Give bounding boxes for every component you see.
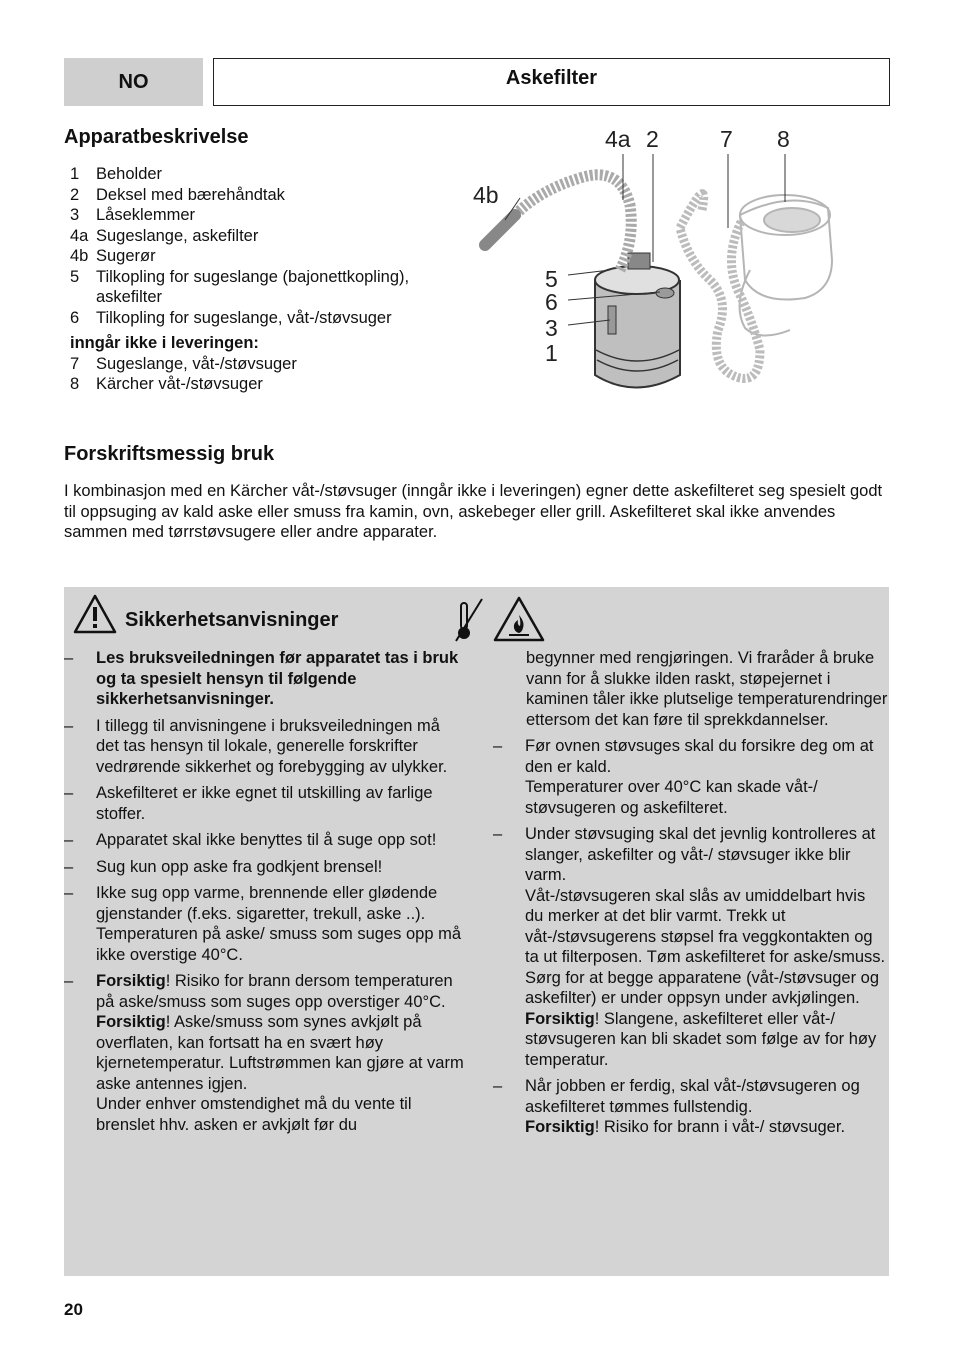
label-4a: 4a: [605, 126, 631, 152]
page-title-text: Askefilter: [505, 67, 598, 89]
ash-filter-drawing: [460, 120, 900, 420]
bullet-dash: –: [64, 857, 74, 876]
list-item: [64, 783, 464, 824]
page-title: [213, 58, 890, 106]
list-item: [70, 354, 470, 375]
part-text: Sugerør: [96, 247, 156, 265]
suction-pipe: [485, 215, 515, 245]
label-3: 3: [545, 315, 558, 341]
part-number: 7: [70, 354, 80, 373]
list-item: [70, 267, 470, 308]
part-number: 4b: [70, 247, 89, 265]
not-included-label: inngår ikke i leveringen:: [70, 334, 259, 352]
bullet-dash: –: [493, 825, 503, 843]
safety-text: Temperaturer over 40°C kan skade våt-/ støvsugeren og askefilteret.: [525, 778, 818, 817]
list-item: [64, 971, 464, 1135]
part-number: 4a: [70, 226, 89, 245]
part-text: Beholder: [96, 165, 163, 183]
list-item: [64, 883, 464, 965]
safety-column-right: [493, 648, 888, 1144]
caution-label: Forsiktig: [525, 1009, 595, 1028]
label-8: 8: [777, 126, 790, 152]
safety-text: Les bruksveiledningen før apparatet tas i bruk og ta spesielt hensyn til følgende sikkerhetsanvisninger.: [96, 649, 459, 708]
safety-text: ! Slangene, askefilteret eller våt-/ støvsugeren kan bli skadet som følge av for høy temperatur.: [525, 1009, 877, 1069]
language-code: NO: [118, 70, 149, 93]
ash-suction-hose: [515, 175, 631, 270]
vacuum-hose: [680, 194, 760, 379]
safety-text-continued: begynner med rengjøringen. Vi fraråder å bruke vann for å slukke ilden raskt, støpejernet i kaminen tåler ikke plutselige temperaturendringer ettersom det kan føre til sprekkdannelser.: [526, 649, 888, 729]
bullet-dash: –: [64, 884, 74, 902]
description-heading: Apparatbeskrivelse: [64, 126, 249, 148]
safety-text: ! Risiko for brann i våt-/ støvsuger.: [594, 1118, 846, 1136]
safety-text-group: [96, 971, 464, 1135]
list-item: [70, 308, 470, 329]
list-item: [70, 185, 470, 206]
temperature-icon: [446, 597, 486, 643]
product-illustration: [460, 120, 900, 420]
safety-column-left: [64, 648, 464, 1141]
warning-icon: [72, 593, 118, 635]
part-number: 2: [70, 185, 80, 204]
safety-text: Ikke sug opp varme, brennende eller glødende gjenstander (f.eks. sigaretter, trekull, aske ..). Temperaturen på aske/ smuss som suges opp må ikke overstige 40°C.: [96, 884, 462, 964]
part-number: 1: [70, 165, 80, 183]
list-item: [64, 716, 464, 778]
language-tab: [64, 58, 203, 106]
list-item: [64, 830, 464, 851]
bullet-dash: –: [64, 972, 74, 990]
bullet-dash: –: [64, 716, 74, 735]
part-text: Tilkopling for sugeslange (bajonettkopling), askefilter: [96, 267, 410, 306]
list-item: [493, 736, 888, 818]
safety-text-group: [525, 1076, 888, 1138]
label-7: 7: [720, 126, 733, 152]
safety-text: Når jobben er ferdig, skal våt-/støvsugeren og askefilteret tømmes fullstendig.: [525, 1077, 860, 1116]
safety-text: Før ovnen støvsuges skal du forsikre deg om at den er kald.: [525, 737, 874, 776]
safety-text: Under støvsuging skal det jevnlig kontrolleres at slanger, askefilter og våt-/ støvsuger ikke blir varm.: [525, 825, 876, 884]
part-number: 3: [70, 206, 80, 224]
usage-text: I kombinasjon med en Kärcher våt-/støvsuger (inngår ikke i leveringen) egner dette askefilteret seg spesielt godt til oppsuging av kald aske eller smuss fra kamin, ovn, askebeger eller grill. Askefilteret skal ikke anvendes sammen med tørrstøvsugere eller andre apparater.: [64, 482, 883, 541]
bullet-dash: –: [64, 831, 74, 849]
parts-list: [70, 164, 470, 395]
list-item: [493, 824, 888, 1070]
part-text: Kärcher våt-/støvsuger: [96, 375, 263, 393]
safety-text: ! Risiko for brann dersom temperaturen på aske/smuss som suges opp overstiger 40°C.: [96, 972, 453, 1011]
safety-text: Apparatet skal ikke benyttes til å suge opp sot!: [96, 831, 437, 849]
list-item: [64, 648, 464, 710]
part-text: Deksel med bærehåndtak: [96, 185, 285, 204]
label-5: 5: [545, 266, 558, 292]
bullet-dash: –: [493, 737, 503, 755]
caution-label: Forsiktig: [96, 1013, 166, 1031]
bullet-dash: –: [64, 649, 74, 667]
part-number: 6: [70, 308, 80, 327]
safety-text: ! Aske/smuss som synes avkjølt på overflaten, kan fortsatt ha en svært høy kjernetemperatur. Luftstrømmen kan gjøre at varm aske antennes igjen.: [96, 1013, 464, 1093]
label-6: 6: [545, 289, 558, 315]
list-item: [64, 857, 464, 878]
part-number: 8: [70, 375, 80, 393]
part-text: Tilkopling for sugeslange, våt-/støvsuger: [96, 308, 392, 327]
vacuum-cleaner-outline: [740, 195, 832, 336]
part-number: 5: [70, 267, 80, 286]
fire-hazard-icon: [492, 595, 546, 643]
safety-text: Under enhver omstendighet må du vente til brenslet hhv. asken er avkjølt før du: [96, 1095, 412, 1134]
list-item: [70, 246, 470, 267]
part-text: Sugeslange, våt-/støvsuger: [96, 354, 297, 373]
label-4b: 4b: [473, 182, 499, 208]
label-2: 2: [646, 126, 659, 152]
list-item: [70, 374, 470, 395]
safety-text: I tillegg til anvisningene i bruksveiledningen må det tas hensyn til lokale, generelle forskrifter vedrørende sikkerhet og forebygging av ulykker.: [96, 716, 448, 776]
safety-text: Sug kun opp aske fra godkjent brensel!: [96, 857, 383, 876]
label-1: 1: [545, 340, 558, 366]
list-item: [493, 1076, 888, 1138]
safety-heading: Sikkerhetsanvisninger: [125, 609, 339, 631]
safety-text: Askefilteret er ikke egnet til utskilling av farlige stoffer.: [96, 784, 433, 823]
safety-text: Våt-/støvsugeren skal slås av umiddelbart hvis du merker at det blir varmt. Trekk ut våt-/støvsugerens støpsel fra veggkontakten og ta ut filterposen. Tøm askefilteret for aske/smuss. Sørg for at begge apparatene (våt-/støvsuger og askefilter) er under oppsyn under avkjølingen.: [525, 886, 886, 1007]
caution-label: Forsiktig: [525, 1118, 595, 1136]
page-number: 20: [64, 1300, 83, 1319]
safety-text-group: [525, 824, 888, 1070]
safety-box: [64, 587, 889, 1276]
part-text: Sugeslange, askefilter: [96, 226, 259, 245]
list-item: [70, 226, 470, 247]
bullet-dash: –: [493, 1077, 503, 1095]
list-item: [70, 205, 470, 226]
part-text: Låseklemmer: [96, 206, 196, 224]
bullet-dash: –: [64, 784, 74, 802]
safety-text-group: [525, 736, 888, 818]
list-item: [70, 164, 470, 185]
usage-heading: Forskriftsmessig bruk: [64, 443, 275, 465]
caution-label: Forsiktig: [96, 972, 166, 990]
